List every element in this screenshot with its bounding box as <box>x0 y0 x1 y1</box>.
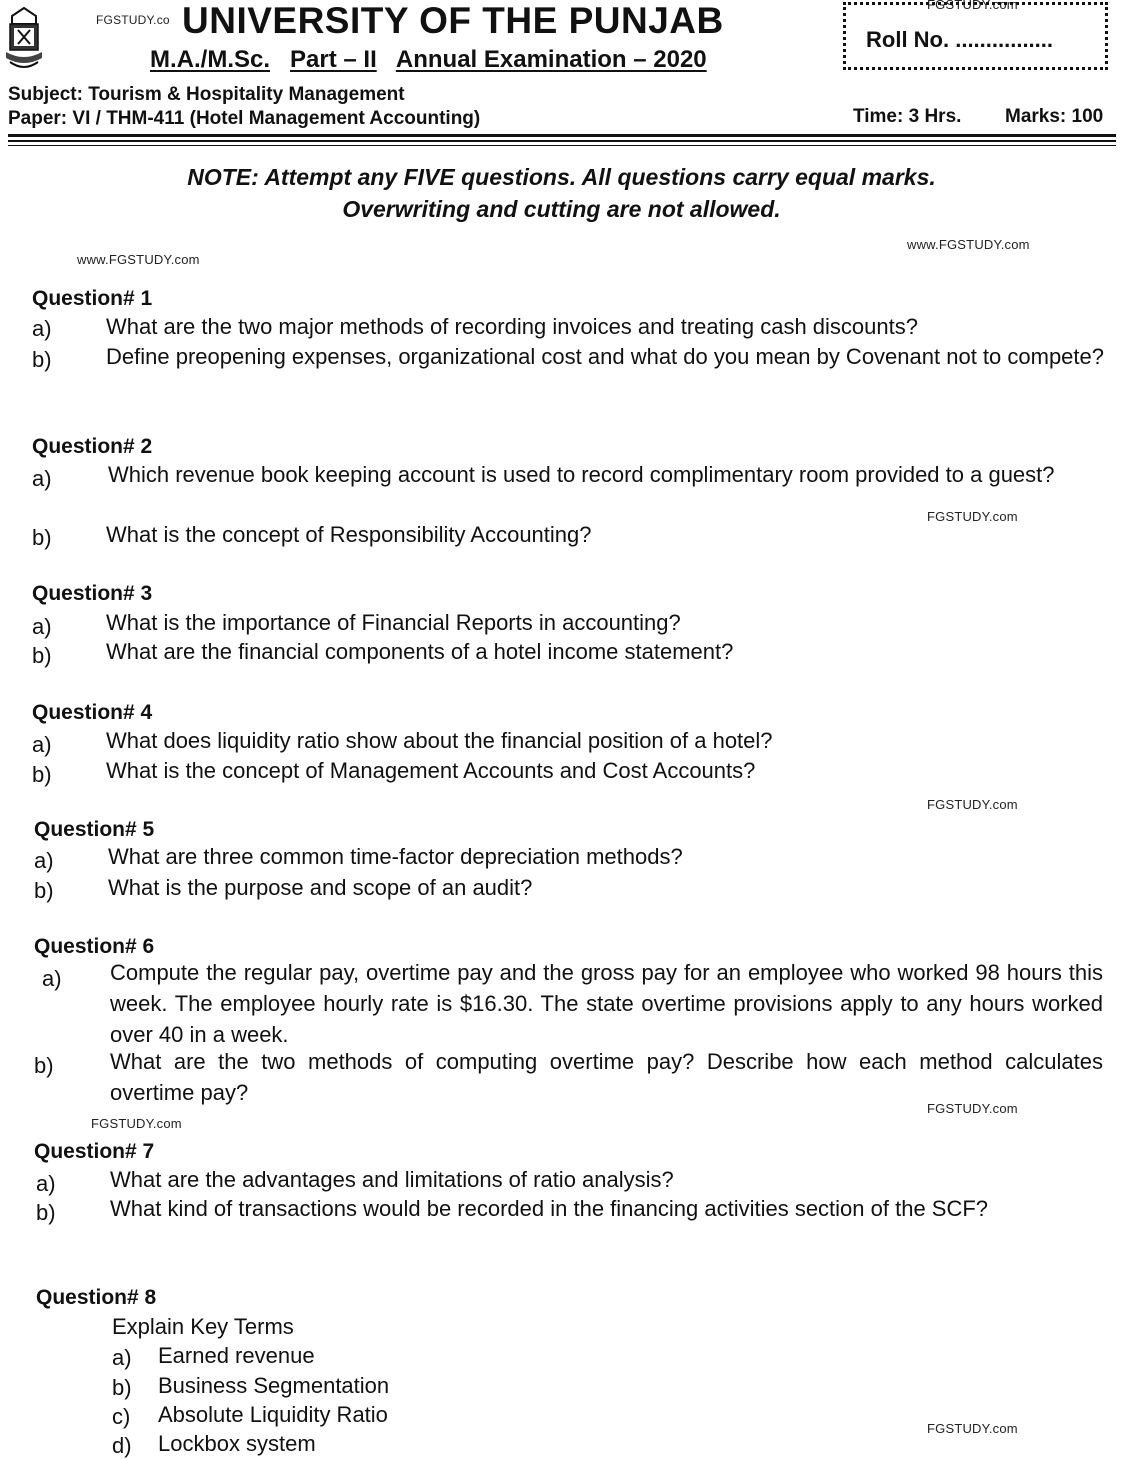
note-line-1: NOTE: Attempt any FIVE questions. All questions carry equal marks. <box>187 164 936 190</box>
exam-line <box>150 46 707 74</box>
question-text: What is the concept of Management Accounts and Cost Accounts? <box>106 758 756 783</box>
university-name: UNIVERSITY OF THE PUNJAB <box>182 0 724 41</box>
question-text: What are the two methods of computing overtime pay? Describe how each method calculates overtime pay? <box>110 1049 1103 1105</box>
question-heading: Question# 2 <box>32 435 153 458</box>
watermark: FGSTUDY.com <box>927 797 1018 812</box>
watermark: www.FGSTUDY.com <box>77 252 200 267</box>
part-label: a) <box>42 966 62 991</box>
watermark: FGSTUDY.com <box>927 0 1018 12</box>
question-text: What are three common time-factor depreciation methods? <box>108 844 683 869</box>
part-label: b) <box>32 525 52 550</box>
part-label: a) <box>32 732 52 757</box>
part-label: a) <box>34 848 54 873</box>
question-heading: Question# 1 <box>32 287 153 310</box>
watermark: FGSTUDY.com <box>927 1101 1018 1116</box>
part-label: a) <box>36 1171 56 1196</box>
question-text: What kind of transactions would be recorded in the financing activities section of the SCF? <box>110 1196 989 1221</box>
question-text: What are the financial components of a hotel income statement? <box>106 639 734 664</box>
part: Part – II <box>290 46 377 73</box>
note-line-2: Overwriting and cutting are not allowed. <box>342 196 781 222</box>
question-text: Which revenue book keeping account is used to record complimentary room provided to a guest? <box>108 462 1055 487</box>
part-label: b) <box>32 643 52 668</box>
question-intro: Explain Key Terms <box>112 1314 294 1339</box>
time-allowed: Time: 3 Hrs. <box>853 106 962 127</box>
part-label: a) <box>32 466 52 491</box>
question-text: What does liquidity ratio show about the financial position of a hotel? <box>106 728 773 753</box>
watermark: FGSTUDY.co <box>96 13 170 27</box>
question-text: Define preopening expenses, organizational cost and what do you mean by Covenant not to compete? <box>106 344 1104 369</box>
exam-title: Annual Examination – 2020 <box>395 46 707 73</box>
question-text: What are the two major methods of recording invoices and treating cash discounts? <box>106 314 918 339</box>
term-label: c) <box>112 1404 131 1429</box>
roll-number-label: Roll No. ................ <box>866 27 1054 52</box>
question-heading: Question# 7 <box>34 1140 155 1163</box>
question-heading: Question# 5 <box>34 818 155 841</box>
question-text: What is the importance of Financial Reports in accounting? <box>106 610 681 635</box>
question-text: Compute the regular pay, overtime pay and the gross pay for an employee who worked 98 hours this week. The employee hourly rate is $16.30. The state overtime provisions apply to any hours worked over 40 in a week. <box>110 960 1103 1047</box>
term-text: Earned revenue <box>158 1343 315 1368</box>
watermark: www.FGSTUDY.com <box>907 237 1030 252</box>
part-label: a) <box>32 614 52 639</box>
question-heading: Question# 4 <box>32 701 153 724</box>
part-label: a) <box>32 316 52 341</box>
question-heading: Question# 8 <box>36 1286 157 1309</box>
term-text: Business Segmentation <box>158 1373 390 1398</box>
question-heading: Question# 6 <box>34 935 155 958</box>
part-label: b) <box>32 762 52 787</box>
part-label: b) <box>36 1200 56 1225</box>
watermark: FGSTUDY.com <box>91 1116 182 1131</box>
header-divider <box>8 140 1116 142</box>
subject-line: Subject: Tourism & Hospitality Management <box>8 84 405 105</box>
part-label: b) <box>32 347 52 372</box>
term-text: Absolute Liquidity Ratio <box>158 1402 388 1427</box>
question-heading: Question# 3 <box>32 582 153 605</box>
header-divider <box>8 145 1116 146</box>
part-label: b) <box>34 1053 54 1078</box>
watermark: FGSTUDY.com <box>927 1421 1018 1436</box>
paper-line: Paper: VI / THM-411 (Hotel Management Accounting) <box>8 108 481 129</box>
term-label: a) <box>112 1345 132 1370</box>
degree: M.A./M.Sc. <box>150 46 271 73</box>
roll-number-box <box>843 2 1108 70</box>
part-label: b) <box>34 878 54 903</box>
question-text: What is the purpose and scope of an audit? <box>108 875 533 900</box>
question-text: What are the advantages and limitations of ratio analysis? <box>110 1167 674 1192</box>
header-divider <box>8 134 1116 137</box>
total-marks: Marks: 100 <box>1005 106 1104 127</box>
term-label: d) <box>112 1433 132 1458</box>
term-label: b) <box>112 1375 132 1400</box>
university-crest-icon <box>4 6 44 72</box>
watermark: FGSTUDY.com <box>927 509 1018 524</box>
question-text: What is the concept of Responsibility Accounting? <box>106 522 592 547</box>
term-text: Lockbox system <box>158 1431 316 1456</box>
